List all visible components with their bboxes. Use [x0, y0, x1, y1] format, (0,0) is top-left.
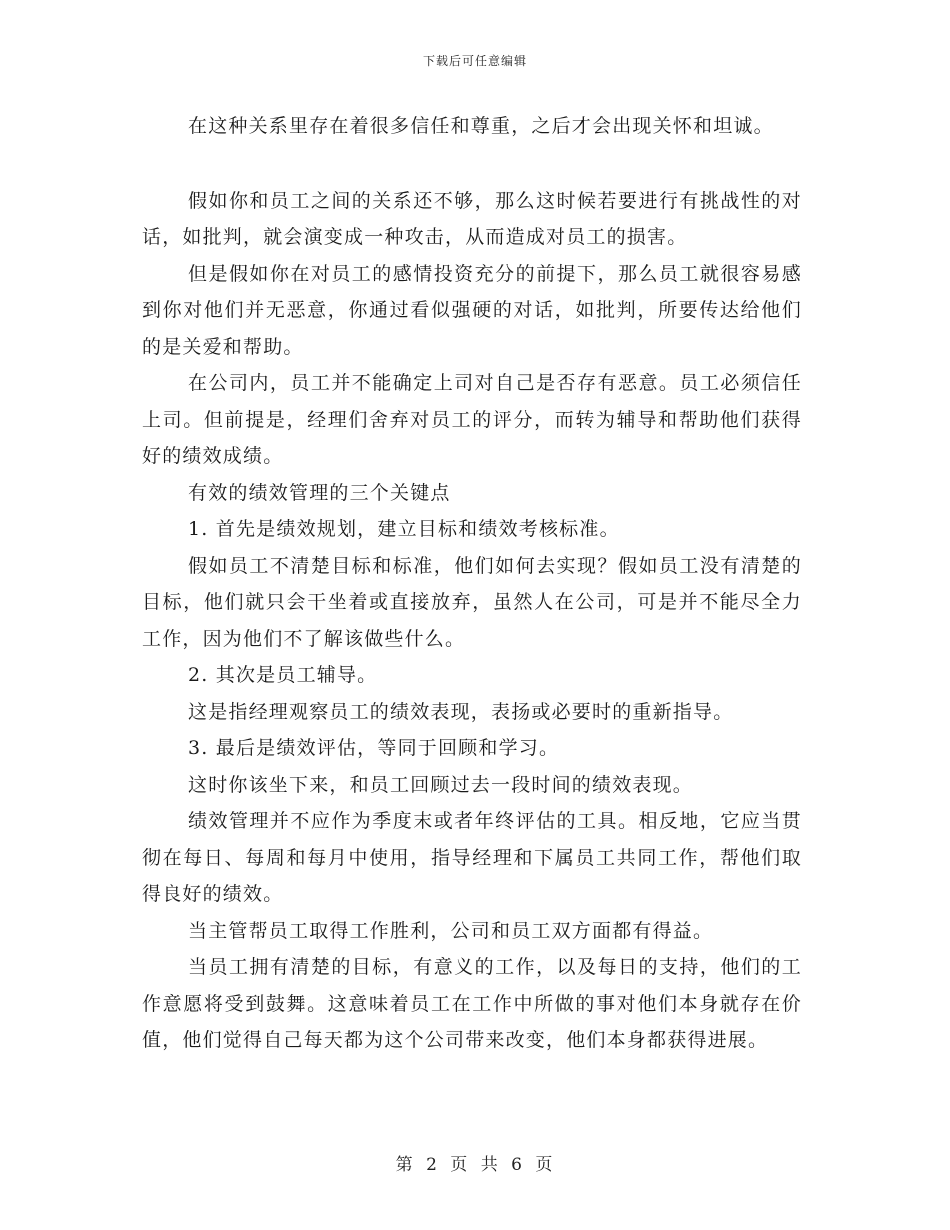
paragraph: 假如你和员工之间的关系还不够，那么这时候若要进行有挑战性的对话，如批判，就会演变成一种攻击，从而造成对员工的损害。 [142, 189, 802, 248]
list-item: 3. 最后是绩效评估，等同于回顾和学习。 [188, 737, 560, 759]
document-body [142, 108, 802, 1059]
paragraph: 这是指经理观察员工的绩效表现，表扬或必要时的重新指导。 [188, 700, 734, 723]
section-heading: 有效的绩效管理的三个关键点 [188, 481, 451, 504]
paragraph: 当主管帮员工取得工作胜利，公司和员工双方面都有得益。 [188, 919, 714, 942]
paragraph: 假如员工不清楚目标和标准，他们如何去实现？假如员工没有清楚的目标，他们就只会干坐着或直接放弃，虽然人在公司，可是并不能尽全力工作，因为他们不了解该做些什么。 [142, 554, 802, 650]
page-header: 下载后可任意编辑 [422, 54, 527, 68]
paragraph-spacer [142, 145, 802, 183]
paragraph: 在公司内，员工并不能确定上司对自己是否存有恶意。员工必须信任上司。但前提是，经理们舍弃对员工的评分，而转为辅导和帮助他们获得好的绩效成绩。 [142, 372, 802, 467]
list-item: 1. 首先是绩效规划，建立目标和绩效考核标准。 [188, 518, 620, 540]
paragraph: 当员工拥有清楚的目标，有意义的工作，以及每日的支持，他们的工作意愿将受到鼓舞。这意味着员工在工作中所做的事对他们本身就存在价值，他们觉得自己每天都为这个公司带来改变，他们本身都获得进展。 [142, 956, 802, 1051]
list-item: 2. 其次是员工辅导。 [188, 664, 378, 686]
page-number-footer: 第 2 页 共 6 页 [395, 1155, 555, 1175]
paragraph: 绩效管理并不应作为季度末或者年终评估的工具。相反地，它应当贯彻在每日、每周和每月中使用，指导经理和下属员工共同工作，帮他们取得良好的绩效。 [142, 810, 802, 905]
paragraph: 在这种关系里存在着很多信任和尊重，之后才会出现关怀和坦诚。 [188, 115, 774, 137]
paragraph: 但是假如你在对员工的感情投资充分的前提下，那么员工就很容易感到你对他们并无恶意，你通过看似强硬的对话，如批判，所要传达给他们的是关爱和帮助。 [142, 262, 802, 358]
paragraph: 这时你该坐下来，和员工回顾过去一段时间的绩效表现。 [188, 773, 694, 796]
